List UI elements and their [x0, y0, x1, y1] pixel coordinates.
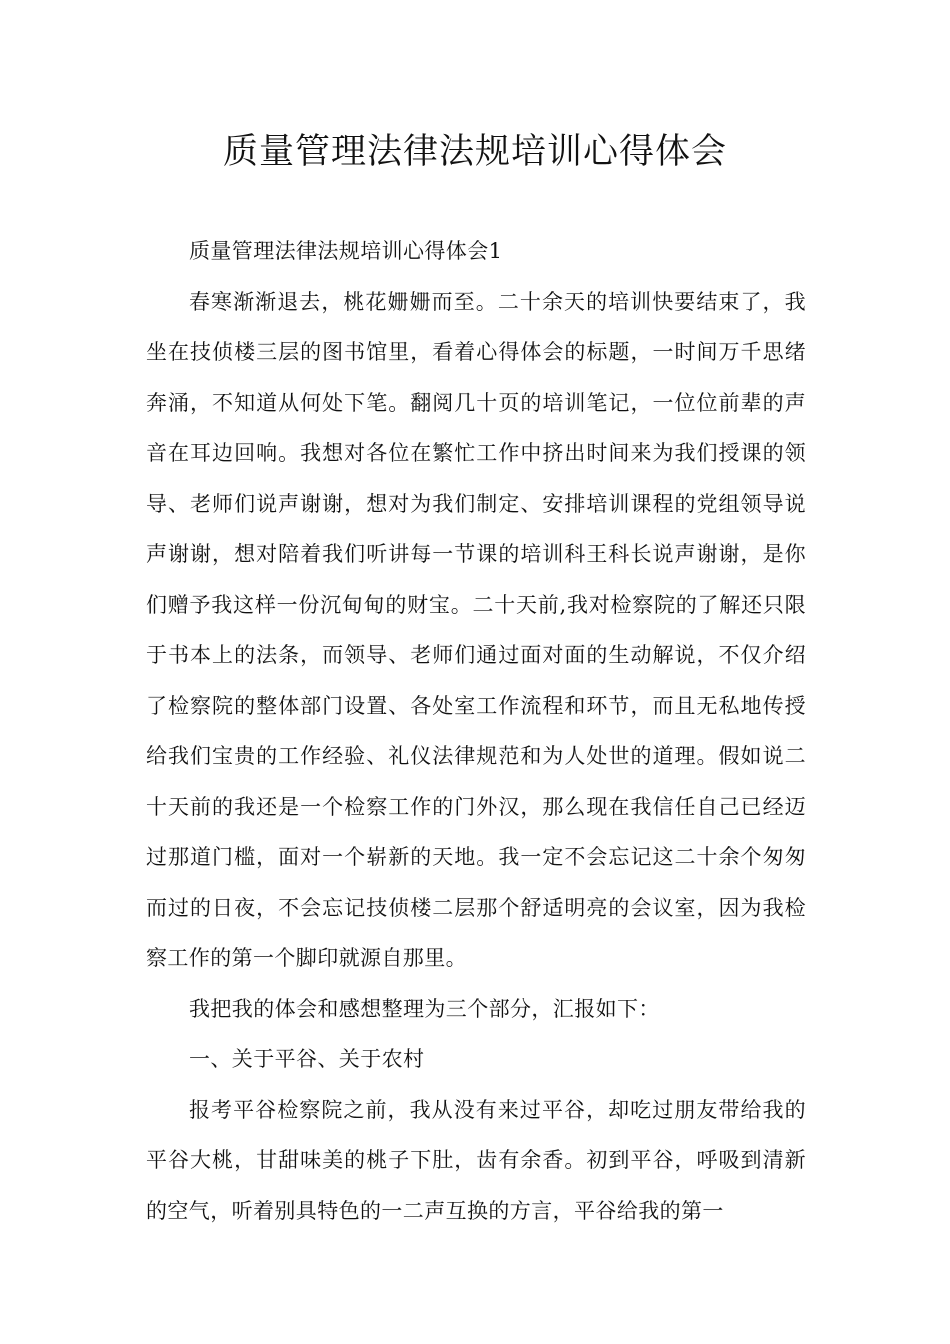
paragraph: 我把我的体会和感想整理为三个部分，汇报如下：: [189, 996, 660, 1021]
paragraph: 报考平谷检察院之前，我从没有来过平谷，却吃过朋友带给我的平谷大桃，甘甜味美的桃子下肚，齿有余香。初到平谷，呼吸到清新的空气，听着别具特色的一二声互换的方言，平谷给我的第一: [146, 1097, 806, 1223]
document-title: 质量管理法律法规培训心得体会: [222, 132, 727, 172]
paragraph: 春寒渐渐退去，桃花姗姗而至。二十余天的培训快要结束了，我坐在技侦楼三层的图书馆里，看着心得体会的标题，一时间万千思绪奔涌，不知道从何处下笔。翻阅几十页的培训笔记，一位位前辈的声音在耳边回响。我想对各位在繁忙工作中挤出时间来为我们授课的领导、老师们说声谢谢，想对为我们制定、安排培训课程的党组领导说声谢谢，想对陪着我们听讲每一节课的培训科王科长说声谢谢，是你们赠予我这样一份沉甸甸的财宝。二十天前,我对检察院的了解还只限于书本上的法条，而领导、老师们通过面对面的生动解说，不仅介绍了检察院的整体部门设置、各处室工作流程和环节，而且无私地传授给我们宝贵的工作经验、礼仪法律规范和为人处世的道理。假如说二十天前的我还是一个检察工作的门外汉，那么现在我信任自己已经迈过那道门槛，面对一个崭新的天地。我一定不会忘记这二十余个匆匆而过的日夜，不会忘记技侦楼二层那个舒适明亮的会议室，因为我检察工作的第一个脚印就源自那里。: [146, 289, 806, 970]
section-heading: 一、关于平谷、关于农村: [189, 1047, 425, 1071]
document-body: [146, 226, 806, 1236]
section-heading: 质量管理法律法规培训心得体会1: [189, 239, 503, 263]
